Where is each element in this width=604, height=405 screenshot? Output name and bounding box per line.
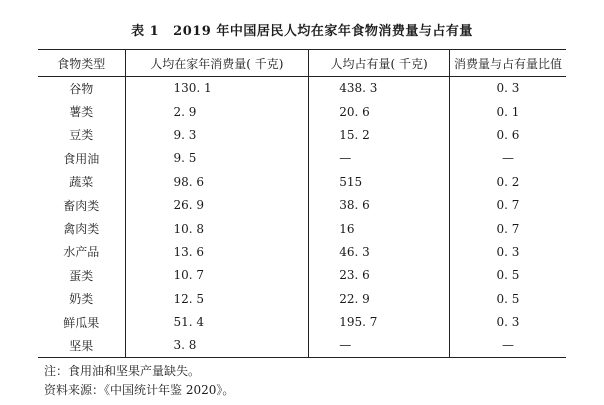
cell-ratio: 0. 3 <box>449 310 566 333</box>
cell-food-type: 鲜瓜果 <box>63 315 100 330</box>
cell-per-capita-holding: 20. 6 <box>309 100 450 123</box>
table-title-text: 2019 年中国居民人均在家年食物消费量与占有量 <box>173 24 473 39</box>
table-number: 表 1 <box>131 24 160 39</box>
table-row <box>38 310 566 333</box>
cell-home-consumption: 13. 6 <box>125 240 309 263</box>
cell-food-type: 蛋类 <box>69 268 94 283</box>
cell-home-consumption: 26. 9 <box>125 193 309 216</box>
table-row <box>38 100 566 123</box>
cell-per-capita-holding: 515 <box>309 170 450 193</box>
cell-per-capita-holding: 46. 3 <box>309 240 450 263</box>
cell-food-type: 坚果 <box>38 334 125 357</box>
cell-per-capita-holding: 38. 6 <box>309 193 450 216</box>
cell-ratio: 0. 7 <box>449 193 566 216</box>
table-header-row <box>38 50 566 77</box>
cell-food-type: 食用油 <box>63 151 100 166</box>
footnote: 注：食用油和坚果产量缺失。 <box>44 364 201 378</box>
cell-ratio: — <box>449 334 566 357</box>
table-row <box>38 287 566 310</box>
cell-per-capita-holding: — <box>309 334 450 357</box>
cell-per-capita-holding: 195. 7 <box>309 310 450 333</box>
cell-food-type: 奶类 <box>69 292 94 307</box>
cell-home-consumption: 10. 7 <box>125 264 309 287</box>
cell-per-capita-holding: 23. 6 <box>309 264 450 287</box>
cell-ratio: 0. 5 <box>449 287 566 310</box>
cell-food-type: 水产品 <box>63 245 100 260</box>
table-row <box>38 193 566 216</box>
table-row <box>38 123 566 146</box>
cell-ratio: 0. 1 <box>449 100 566 123</box>
cell-ratio: 0. 3 <box>449 240 566 263</box>
table-row <box>38 240 566 263</box>
cell-per-capita-holding: 22. 9 <box>309 287 450 310</box>
cell-food-type: 禽肉类 <box>63 222 100 237</box>
header-food-type: 食物类型 <box>38 50 125 77</box>
cell-food-type: 豆类 <box>69 128 94 143</box>
cell-home-consumption: 130. 1 <box>125 77 309 100</box>
cell-per-capita-holding: — <box>309 147 450 170</box>
cell-ratio: 0. 6 <box>449 123 566 146</box>
cell-ratio: 0. 5 <box>449 264 566 287</box>
table-row <box>38 264 566 287</box>
cell-home-consumption: 98. 6 <box>125 170 309 193</box>
cell-per-capita-holding: 438. 3 <box>309 77 450 100</box>
cell-home-consumption: 2. 9 <box>125 100 309 123</box>
table-row <box>38 147 566 170</box>
header-per-capita-holding: 人均占有量( 千克) <box>309 50 450 77</box>
cell-home-consumption: 12. 5 <box>125 287 309 310</box>
table-row <box>38 217 566 240</box>
source-note: 资料来源：《中国统计年鉴 2020》。 <box>44 383 235 397</box>
cell-food-type: 薯类 <box>69 105 94 120</box>
table-row <box>38 77 566 100</box>
table-title <box>0 20 604 39</box>
food-consumption-table <box>38 49 566 358</box>
cell-home-consumption: 3. 8 <box>125 334 309 357</box>
cell-food-type: 畜肉类 <box>63 198 100 213</box>
cell-food-type: 蔬菜 <box>69 175 94 190</box>
header-home-consumption: 人均在家年消费量( 千克) <box>125 50 309 77</box>
cell-home-consumption: 51. 4 <box>125 310 309 333</box>
cell-ratio: 0. 7 <box>449 217 566 240</box>
cell-per-capita-holding: 16 <box>309 217 450 240</box>
cell-ratio: — <box>449 147 566 170</box>
cell-home-consumption: 9. 5 <box>125 147 309 170</box>
cell-ratio: 0. 3 <box>449 77 566 100</box>
table-row <box>38 170 566 193</box>
header-ratio: 消费量与占有量比值 <box>449 50 566 77</box>
cell-ratio: 0. 2 <box>449 170 566 193</box>
table-row <box>38 334 566 357</box>
cell-home-consumption: 10. 8 <box>125 217 309 240</box>
cell-home-consumption: 9. 3 <box>125 123 309 146</box>
cell-per-capita-holding: 15. 2 <box>309 123 450 146</box>
cell-food-type: 谷物 <box>69 81 94 96</box>
